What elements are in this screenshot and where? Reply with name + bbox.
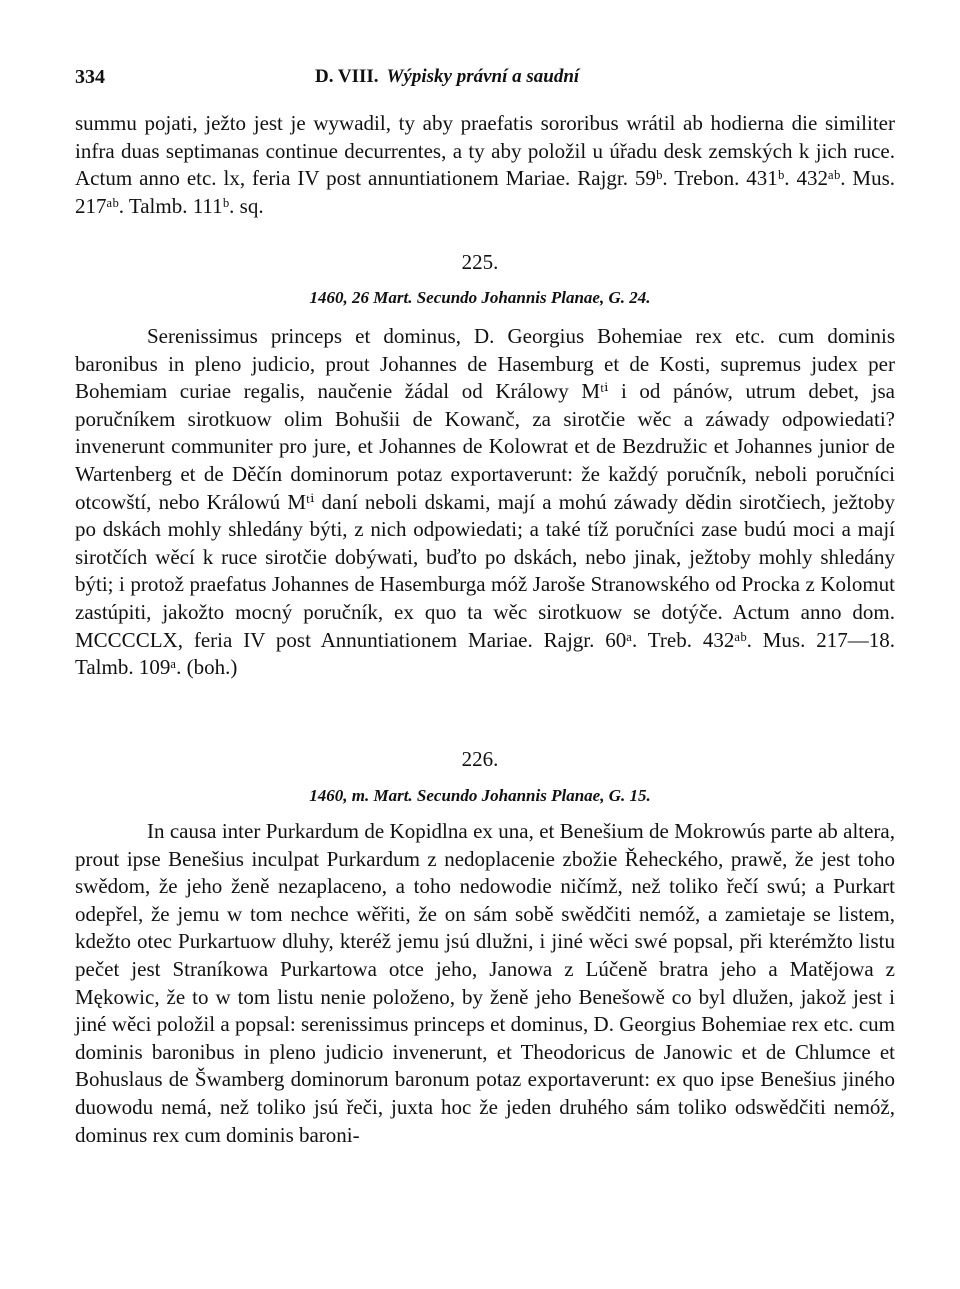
section-label: D. VIII. bbox=[315, 66, 379, 87]
intro-paragraph: summu pojati, ježto jest je wywadil, ty aby praefatis sororibus wrátil ab hodierna die similiter infra duas septimanas continue decurrentes, a ty aby položil u úřadu desk zemských k jich ruce. Actum anno etc. lx, feria IV post annuntiationem Mariae. Rajgr. 59ᵇ. Trebon. 431ᵇ. 432ᵃᵇ. Mus. 217ᵃᵇ. Talmb. 111ᵇ. sq. bbox=[75, 111, 895, 218]
section-title: Wýpisky právní a saudní bbox=[386, 66, 580, 87]
entry-text: In causa inter Purkardum de Kopidlna ex una, et Benešium de Mokrowús parte ab altera, prout ipse Benešius inculpat Purkardum z nedoplacenie zbožie Řeheckého, prawě, že jest toho swědom, že jeho ženě nezaplaceno, a toho nedowodie ničímž, než toliko řečí swú; a Purkart odepřel, že jemu w tom nechce wěřiti, že on sám sobě swědčiti nemóž, a zamietaje se listem, kdežto otec Purkartuow dluhy, kteréž jemu jsú dlužni, i jiné wěci swé popsal, při kterémžto listu pečet jest Straníkowa Purkartowa otce jeho, Janowa z Lúčeně bratra jeho a Matějowa z Mękowic, že to w tom listu nenie položeno, by ženě jeho Benešowě co byl dlužen, jakož jest i jiné wěci položil a popsal: serenissimus princeps et dominus, D. Georgius Bohemiae rex etc. cum dominis baronibus in pleno judicio invenerunt, et Theodoricus de Janowic et de Chlumce et Bohuslaus de Šwamberg dominorum baronum potaz exportaverunt: ex quo ipse Benešius jiného duowodu nemá, než toliko jsú řeči, juxta hoc že jeden druhého sám toliko odswědčiti nemóž, dominus rex cum dominis baroni- bbox=[75, 819, 895, 1147]
entry-dateline: 1460, m. Mart. Secundo Johannis Planae, G. 15. bbox=[309, 786, 651, 805]
running-head bbox=[315, 66, 579, 88]
page-number: 334 bbox=[75, 66, 105, 88]
entry-number: 226. bbox=[461, 747, 499, 771]
entry-dateline: 1460, 26 Mart. Secundo Johannis Planae, G. 24. bbox=[309, 288, 651, 307]
running-header bbox=[75, 66, 895, 96]
entry-text: Serenissimus princeps et dominus, D. Georgius Bohemiae rex etc. cum dominis baronibus in pleno judicio, prout Johannes de Hasemburg et de Kosti, supremus judex per Bohemiam curiae regalis, naučenie žádal od Králowy Mᵗⁱ i od pánów, utrum debet, jsa poručníkem sirotkuow olim Bohušii de Kowanč, za sirotčie wěc a záwady odpowiedati? invenerunt communiter pro jure, et Johannes de Kolowrat et de Bezdružic et Johannes junior de Wartenberg et de Děčín dominorum potaz exportaverunt: že každý poručník, neboli poručníci otcowští, nebo Králowú Mᵗⁱ daní neboli dskami, mají a mohú záwady dědin sirotčiech, ježtoby po dskách mohly shledány býti, z nich odpowiedati; a také tíž poručníci zase budú moci a mají sirotčích wěcí k ruce sirotčie dobýwati, buďto po dskách, nebo jinak, ježtoby mohly shledány býti; i protož praefatus Johannes de Hasemburga móž Jaroše Stranowského od Procka z Kolomut zastúpiti, jakožto mocný poručník, ex quo ta wěc sirotkuow se dotýče. Actum anno dom. MCCCCLX, feria IV post Annuntiationem Mariae. Rajgr. 60ᵃ. Treb. 432ᵃᵇ. Mus. 217—18. Talmb. 109ᵃ. (boh.) bbox=[75, 324, 895, 680]
entry-number: 225. bbox=[461, 250, 499, 274]
